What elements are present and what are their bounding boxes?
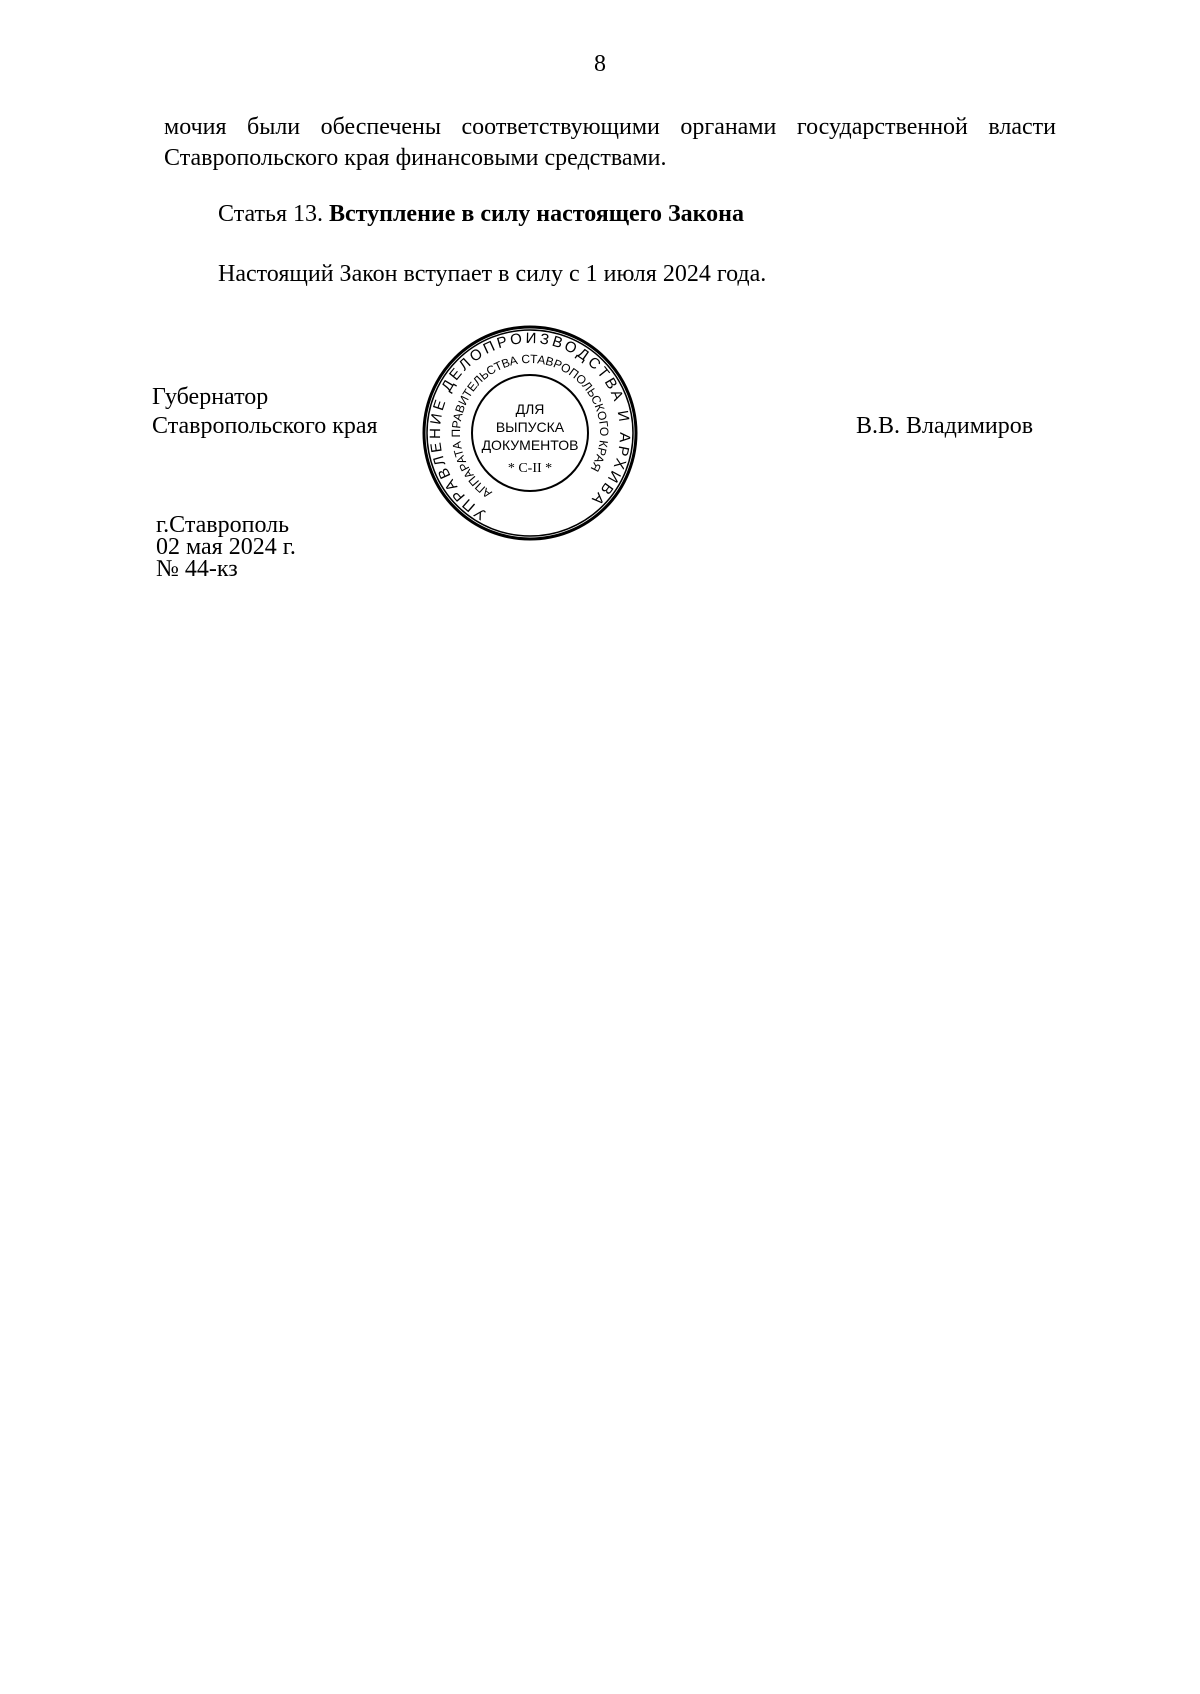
page-number: 8 <box>594 51 606 77</box>
signature-name: В.В. Владимиров <box>856 413 1034 439</box>
stamp-outer-text: УПРАВЛЕНИЕ ДЕЛОПРОИЗВОДСТВА И АРХИВА <box>426 329 634 523</box>
article-text: Настоящий Закон вступает в силу с 1 июля 2024 года. <box>218 261 767 287</box>
footer-number: № 44-кз <box>156 556 238 582</box>
signature-position-line2: Ставропольского края <box>152 413 378 439</box>
stamp-bottom: * С-II * <box>507 461 553 476</box>
article-label: Статья 13. <box>218 201 323 227</box>
article-title: Вступление в силу настоящего Закона <box>328 201 744 227</box>
stamp-center-line2: ВЫПУСКА <box>495 419 565 435</box>
paragraph-continuation: мочия были обеспечены соответствующими органами государственной власти Ставропольского края финансовыми средствами. <box>164 114 1056 171</box>
article-heading <box>218 200 744 228</box>
official-stamp <box>420 322 640 544</box>
signature-position-line1: Губернатор <box>152 384 269 410</box>
footer-date: 02 мая 2024 г. <box>156 534 296 560</box>
stamp-center-line1: ДЛЯ <box>515 401 545 417</box>
footer-city: г.Ставрополь <box>156 512 290 538</box>
stamp-inner-text: АППАРАТА ПРАВИТЕЛЬСТВА СТАВРОПОЛЬСКОГО КРАЯ <box>449 351 612 502</box>
stamp-center-line3: ДОКУМЕНТОВ <box>481 437 579 453</box>
